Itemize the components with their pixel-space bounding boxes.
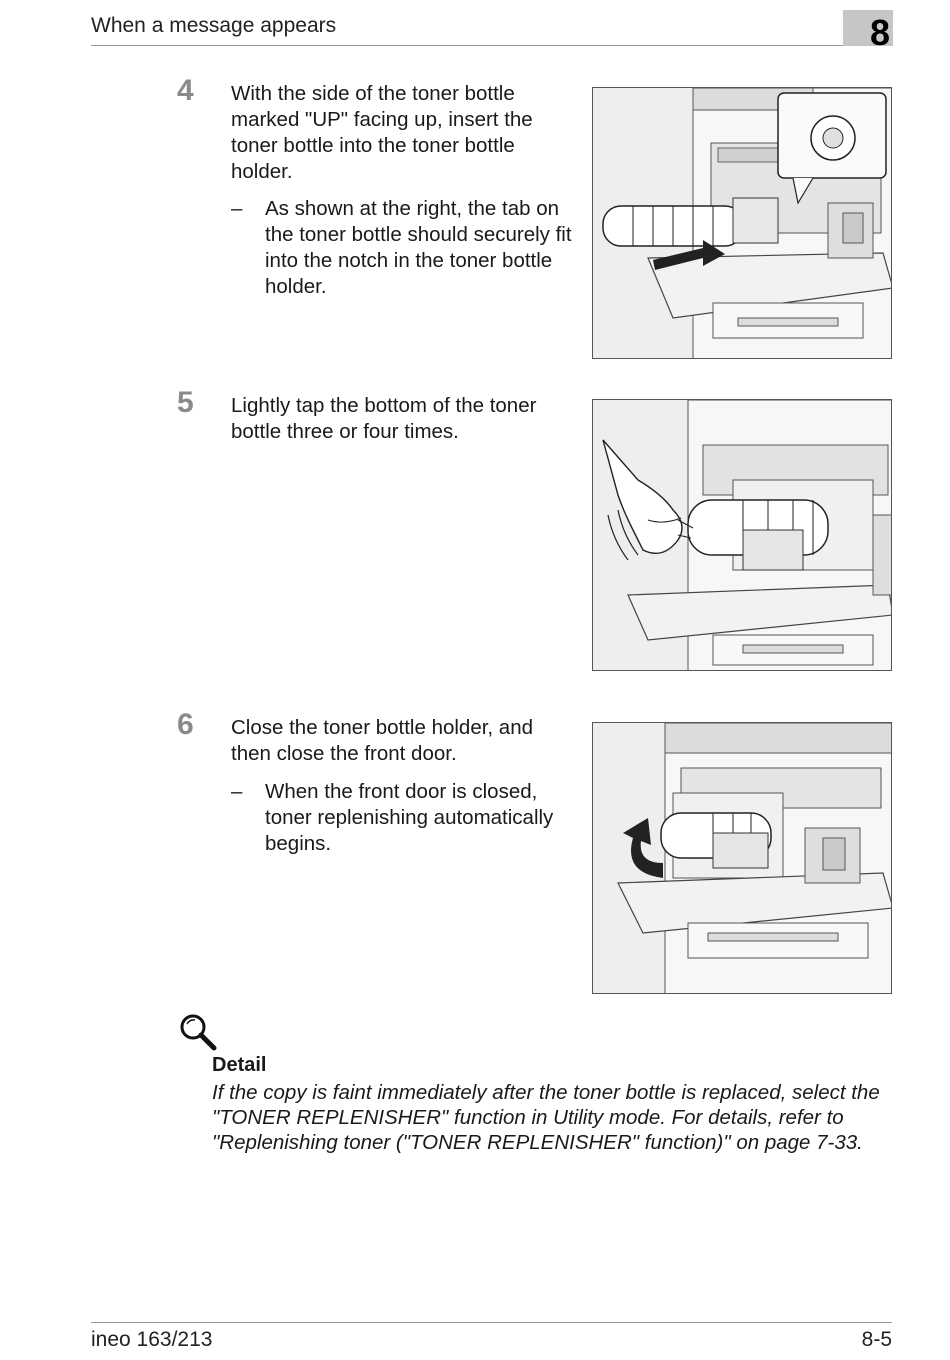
chapter-tab: 8 — [843, 10, 893, 46]
page-number: 8-5 — [861, 1328, 892, 1351]
magnifier-icon — [178, 1012, 218, 1052]
step-subnote-text: When the front door is closed, toner replenishing automatically begins. — [265, 780, 554, 855]
step-number: 6 — [177, 708, 194, 741]
footer-divider — [91, 1322, 892, 1323]
step-text: With the side of the toner bottle marked "UP" facing up, insert the toner bottle into the toner bottle holder. — [231, 82, 533, 183]
header-divider — [91, 45, 843, 46]
illustration-tap-toner-bottle — [592, 399, 892, 671]
illustration-insert-toner-bottle — [592, 87, 892, 359]
dash-bullet: – — [231, 197, 243, 220]
dash-bullet: – — [231, 780, 243, 803]
step-text: Lightly tap the bottom of the toner bottle three or four times. — [231, 394, 537, 443]
running-header: When a message appears — [91, 14, 337, 37]
step-subnote-text: As shown at the right, the tab on the toner bottle should securely fit into the notch in the toner bottle holder. — [265, 197, 572, 298]
step-text: Close the toner bottle holder, and then close the front door. — [231, 716, 534, 765]
step-subnote — [231, 779, 581, 857]
detail-body: If the copy is faint immediately after the toner bottle is replaced, select the "TONER REPLENISHER" function in Utility mode. For details, refer to "Replenishing toner ("TONER REPLENISHER" function)" on page 7-33. — [212, 1081, 880, 1154]
illustration-close-holder-and-door — [592, 722, 892, 994]
footer-model: ineo 163/213 — [91, 1328, 213, 1351]
step-subnote — [231, 196, 581, 300]
detail-heading: Detail — [212, 1054, 267, 1076]
step-number: 4 — [177, 74, 194, 107]
step-number: 5 — [177, 386, 194, 419]
